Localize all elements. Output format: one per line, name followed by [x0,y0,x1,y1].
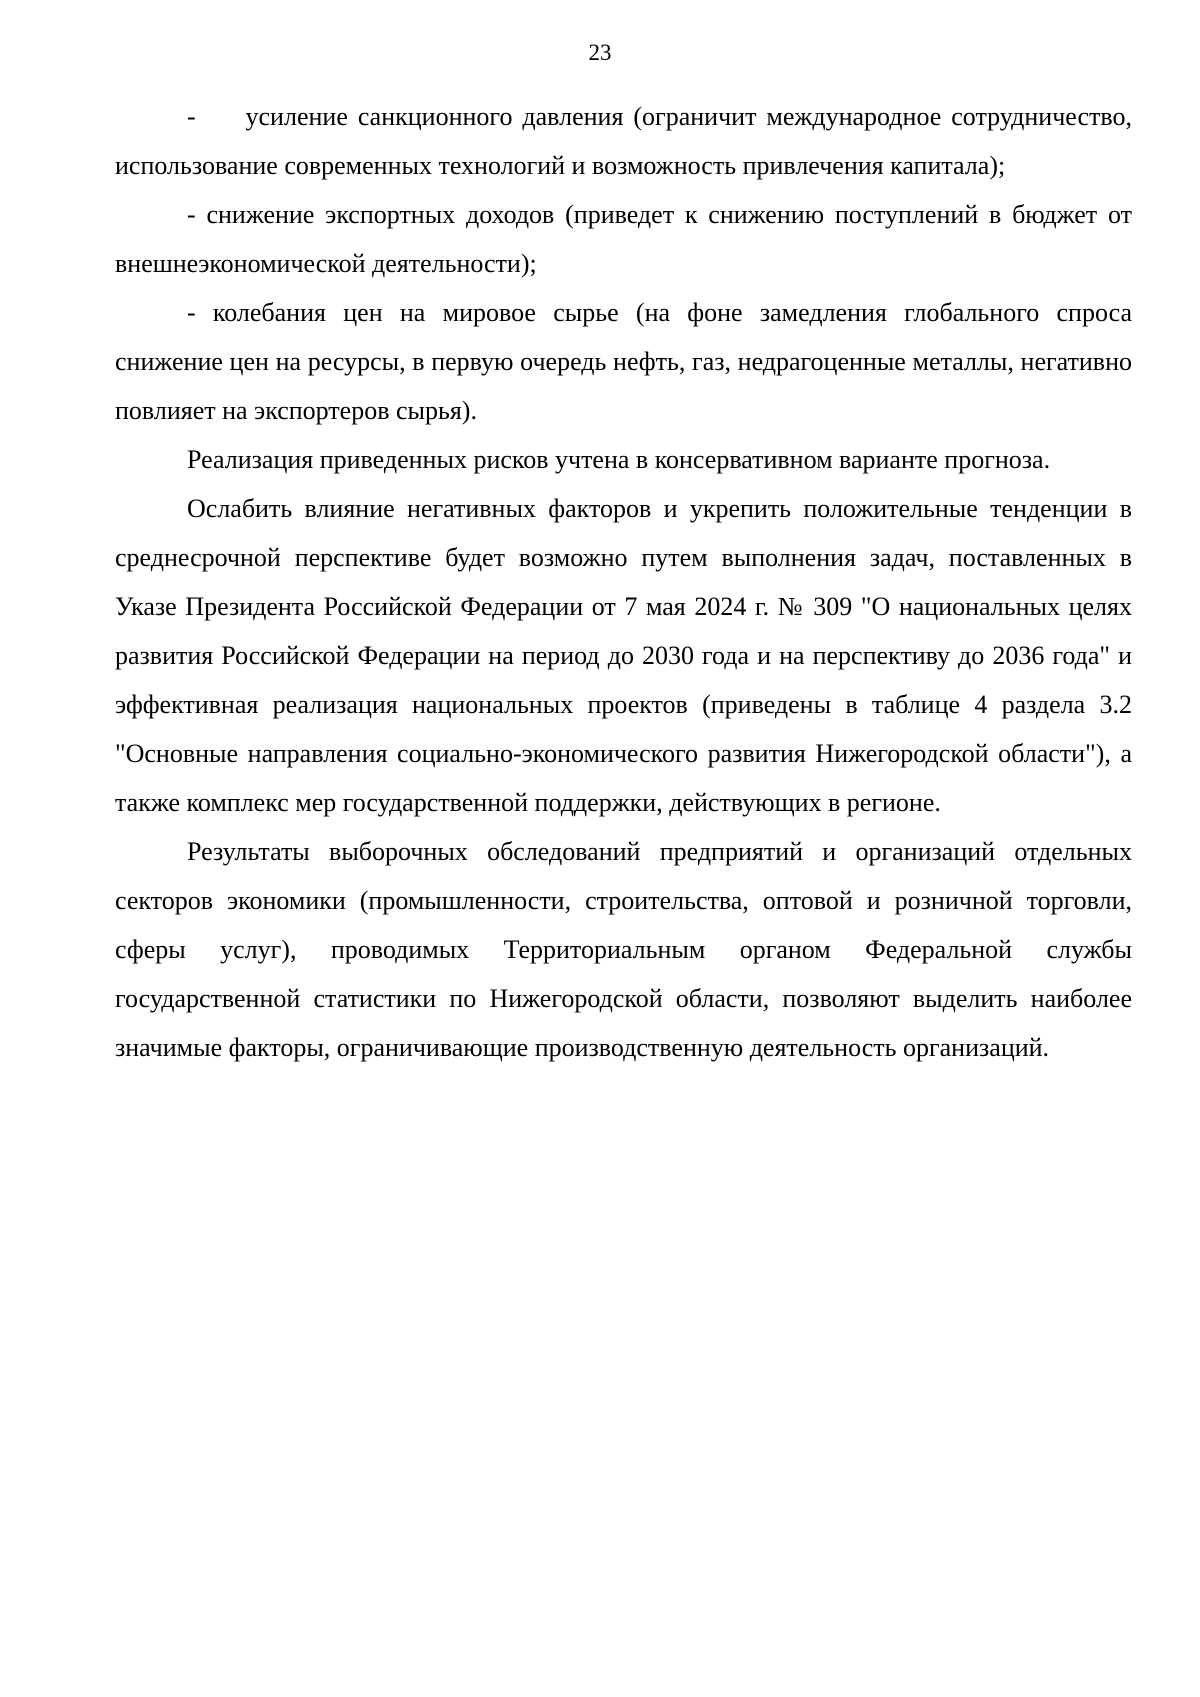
paragraph-risk-commodity-prices: - колебания цен на мировое сырье (на фоне замедления глобального спроса снижение цен на ресурсы, в первую очередь нефть, газ, недрагоценные металлы, негативно повлияет на экспортеров сырья). [115,298,1132,425]
page-number: 23 [588,40,612,65]
paragraph-risk-sanctions: - усиление санкционного давления (ограничит международное сотрудничество, использование современных технологий и возможность привлечения капитала); [115,102,1132,180]
paragraph-conservative-scenario: Реализация приведенных рисков учтена в консервативном варианте прогноза. [187,445,1051,474]
paragraph-survey-results: Результаты выборочных обследований предприятий и организаций отдельных секторов экономики (промышленности, строительства, оптовой и розничной торговли, сферы услуг), проводимых Территориальным органом Федеральной службы государственной статистики по Нижегородской области, позволяют выделить наиболее значимые факторы, ограничивающие производственную деятельность организаций. [115,837,1132,1062]
paragraph-risk-export-income: - снижение экспортных доходов (приведет к снижению поступлений в бюджет от внешнеэкономической деятельности); [115,200,1132,278]
document-body [115,92,1132,1072]
paragraph-mitigation-measures: Ослабить влияние негативных факторов и укрепить положительные тенденции в среднесрочной перспективе будет возможно путем выполнения задач, поставленных в Указе Президента Российской Федерации от 7 мая 2024 г. № 309 "О национальных целях развития Российской Федерации на период до 2030 года и на перспективу до 2036 года" и эффективная реализация национальных проектов (приведены в таблице 4 раздела 3.2 "Основные направления социально-экономического развития Нижегородской области"), а также комплекс мер государственной поддержки, действующих в регионе. [115,494,1132,817]
